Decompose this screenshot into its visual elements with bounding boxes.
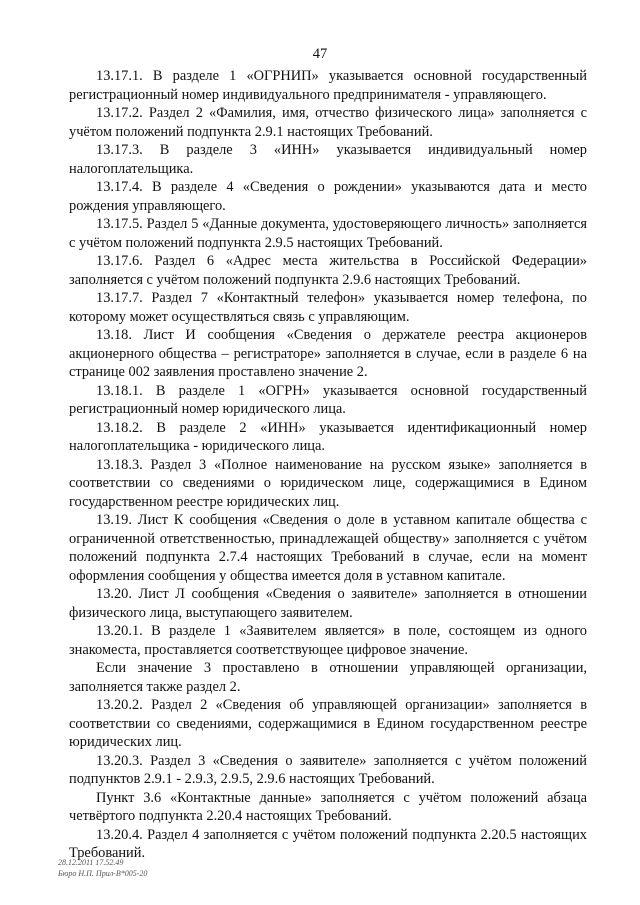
paragraph-point-3-6: Пункт 3.6 «Контактные данные» заполняется с учётом положений абзаца четвёртого подпункта 2.20.4 настоящих Требований.: [69, 789, 587, 824]
footer-reference: Бюро Н.П. Прил-В*005-20: [58, 869, 148, 878]
paragraph-13-18-3: 13.18.3. Раздел 3 «Полное наименование на русском языке» заполняется в соответствии со сведениями о юридическом лице, содержащимися в Едином государственном реестре юридических лиц.: [69, 456, 587, 510]
paragraph-13-17-3: 13.17.3. В разделе 3 «ИНН» указывается индивидуальный номер налогоплательщика.: [69, 142, 587, 177]
paragraph-13-18-2: 13.18.2. В разделе 2 «ИНН» указывается идентификационный номер налогоплательщика - юридического лица.: [69, 419, 587, 454]
paragraph-13-20-3: 13.20.3. Раздел 3 «Сведения о заявителе» заполняется с учётом положений подпунктов 2.9.1 - 2.9.3, 2.9.5, 2.9.6 настоящих Требований.: [69, 752, 587, 787]
paragraph-13-17-2: 13.17.2. Раздел 2 «Фамилия, имя, отчество физического лица» заполняется с учётом положений подпункта 2.9.1 настоящих Требований.: [69, 105, 587, 140]
paragraph-13-18-1: 13.18.1. В разделе 1 «ОГРН» указывается основной государственный регистрационный номер юридического лица.: [69, 382, 587, 417]
document-footer-stamp: [58, 857, 147, 879]
page-number: 47: [312, 46, 328, 62]
paragraph-13-20-1-note: Если значение 3 проставлено в отношении управляющей организации, заполняется также раздел 2.: [69, 660, 587, 695]
footer-timestamp: 28.12.2011 17.52.49: [58, 858, 124, 867]
paragraph-13-20-2: 13.20.2. Раздел 2 «Сведения об управляющей организации» заполняется в соответствии со сведениями, содержащимися в Едином государственном реестре юридических лиц.: [69, 697, 587, 750]
paragraph-13-19: 13.19. Лист К сообщения «Сведения о доле в уставном капитале общества с ограниченной ответственностью, принадлежащей обществу» заполняется с учётом положений подпункта 2.7.4 настоящих Требований в случае, если на момент оформления сообщения у общества имеется доля в уставном капитале.: [69, 512, 587, 584]
paragraph-13-17-5: 13.17.5. Раздел 5 «Данные документа, удостоверяющего личность» заполняется с учётом положений подпункта 2.9.5 настоящих Требований.: [69, 216, 587, 251]
paragraph-13-17-6: 13.17.6. Раздел 6 «Адрес места жительства в Российской Федерации» заполняется с учётом положений подпункта 2.9.6 настоящих Требований.: [69, 253, 587, 288]
paragraph-13-17-1: 13.17.1. В разделе 1 «ОГРНИП» указывается основной государственный регистрационный номер индивидуального предпринимателя - управляющего.: [69, 68, 587, 103]
document-body: [69, 67, 587, 863]
paragraph-13-20-1: 13.20.1. В разделе 1 «Заявителем является» в поле, состоящем из одного знакоместа, проставляется соответствующее цифровое значение.: [69, 623, 587, 658]
paragraph-13-20-4: 13.20.4. Раздел 4 заполняется с учётом положений подпункта 2.20.5 настоящих Требований.: [69, 826, 587, 861]
paragraph-13-17-4: 13.17.4. В разделе 4 «Сведения о рождении» указываются дата и место рождения управляющего.: [69, 179, 587, 214]
paragraph-13-17-7: 13.17.7. Раздел 7 «Контактный телефон» указывается номер телефона, по которому может осуществляться связь с управляющим.: [69, 290, 587, 325]
paragraph-13-18: 13.18. Лист И сообщения «Сведения о держателе реестра акционеров акционерного общества – регистраторе» заполняется в случае, если в разделе 6 на странице 002 заявления проставлено значение 2.: [69, 327, 587, 380]
paragraph-13-20: 13.20. Лист Л сообщения «Сведения о заявителе» заполняется в отношении физического лица, выступающего заявителем.: [69, 586, 587, 621]
